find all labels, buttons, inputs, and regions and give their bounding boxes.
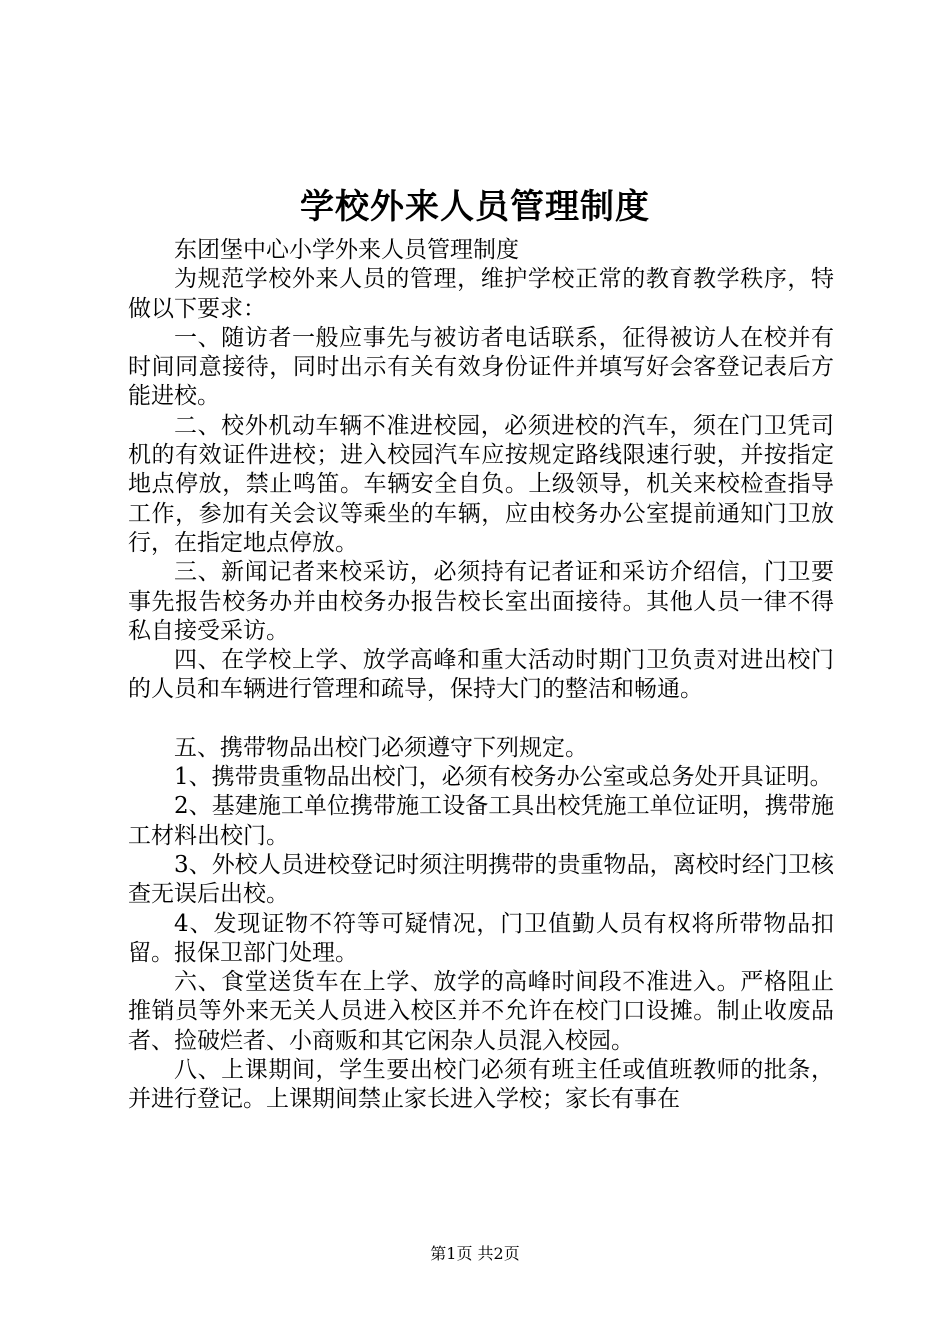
rule-paragraph-5: 五、携带物品出校门必须遵守下列规定。 xyxy=(174,734,588,761)
sub-rule-paragraph-1: 1、携带贵重物品出校门，必须有校务办公室或总务处开具证明。 xyxy=(174,764,833,791)
rule-paragraph-6: 六、食堂送货车在上学、放学的高峰时间段不准进入。严格阻止推销员等外来无关人员进入校区并不允许在校门口设摊。制止收废品者、捡破烂者、小商贩和其它闲杂人员混入校园。 xyxy=(128,969,834,1054)
rule-paragraph-2: 二、校外机动车辆不准进校园，必须进校的汽车，须在门卫凭司机的有效证件进校；进入校园汽车应按规定路线限速行驶，并按指定地点停放，禁止鸣笛。车辆安全自负。上级领导，机关来校检查指导工作，参加有关会议等乘坐的车辆，应由校务办公室提前通知门卫放行，在指定地点停放。 xyxy=(128,412,834,556)
document-body xyxy=(128,236,834,1115)
sub-rule-paragraph-4: 4、发现证物不符等可疑情况，门卫值勤人员有权将所带物品扣留。报保卫部门处理。 xyxy=(128,910,834,966)
rule-paragraph-3: 三、新闻记者来校采访，必须持有记者证和采访介绍信，门卫要事先报告校务办并由校务办报告校长室出面接待。其他人员一律不得私自接受采访。 xyxy=(128,559,834,644)
document-title: 学校外来人员管理制度 xyxy=(300,187,650,227)
rule-paragraph-4: 四、在学校上学、放学高峰和重大活动时期门卫负责对进出校门的人员和车辆进行管理和疏导，保持大门的整洁和畅通。 xyxy=(128,647,834,703)
rule-paragraph-8: 八、上课期间，学生要出校门必须有班主任或值班教师的批条，并进行登记。上课期间禁止家长进入学校；家长有事在 xyxy=(128,1057,834,1113)
rule-paragraph-1: 一、随访者一般应事先与被访者电话联系，征得被访人在校并有时间同意接待，同时出示有关有效身份证件并填写好会客登记表后方能进校。 xyxy=(128,324,834,410)
subtitle-paragraph: 东团堡中心小学外来人员管理制度 xyxy=(174,237,519,263)
intro-paragraph: 为规范学校外来人员的管理，维护学校正常的教育教学秩序，特做以下要求： xyxy=(128,266,834,322)
page-number-footer: 第1页 共2页 xyxy=(430,1244,520,1263)
sub-rule-paragraph-3: 3、外校人员进校登记时须注明携带的贵重物品，离校时经门卫核查无误后出校。 xyxy=(128,851,834,908)
sub-rule-paragraph-2: 2、基建施工单位携带施工设备工具出校凭施工单位证明，携带施工材料出校门。 xyxy=(128,793,834,849)
